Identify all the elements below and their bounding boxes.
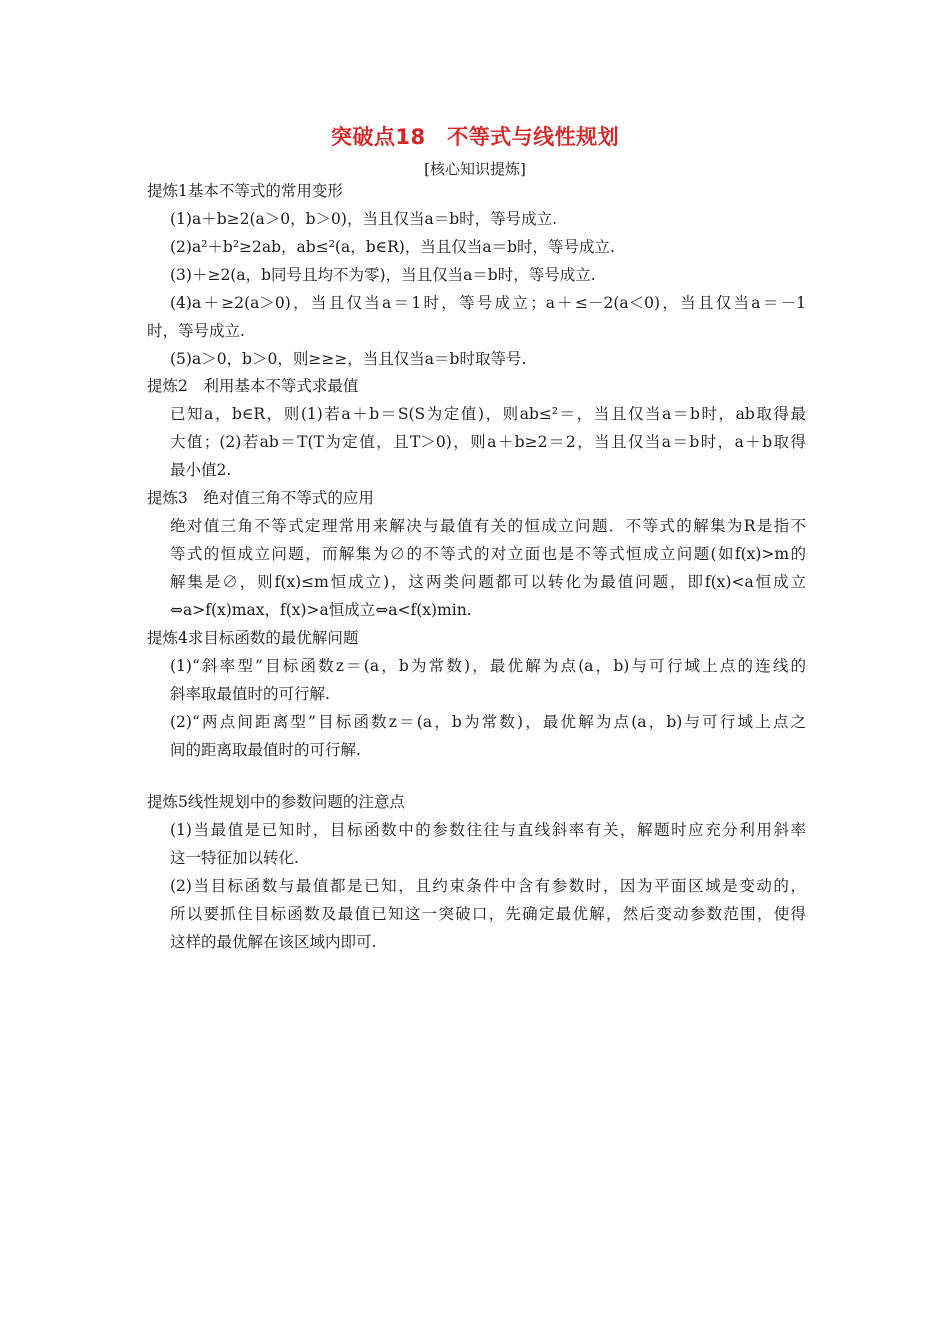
text-line: 绝对值三角不等式定理常用来解决与最值有关的恒成立问题．不等式的解集为R是指不 [170, 517, 806, 535]
text-line: 间的距离取最值时的可行解. [170, 741, 361, 759]
text-line: 解集是∅，则f(x)≤m恒成立)，这两类问题都可以转化为最值问题，即f(x)<a恒成立 [170, 573, 806, 591]
page-title: 突破点18 不等式与线性规划 [330, 125, 620, 149]
text-line: (5)a＞0，b＞0，则≥≥≥，当且仅当a＝b时取等号. [170, 350, 527, 368]
text-line: (3)＋≥2(a，b同号且均不为零)，当且仅当a＝b时，等号成立. [170, 266, 596, 284]
heading-4: 提炼4求目标函数的最优解问题 [147, 629, 359, 647]
text-line: (2)“两点间距离型”目标函数z＝(a，b为常数)，最优解为点(a，b)与可行域上点之 [170, 713, 806, 731]
text-line: 所以要抓住目标函数及最值已知这一突破口，先确定最优解，然后变动参数范围，使得 [170, 905, 806, 923]
text-line: 大值；(2)若ab＝T(T为定值，且T＞0)，则a＋b≥2＝2，当且仅当a＝b时，a＋b取得 [170, 433, 806, 451]
text-line: 斜率取最值时的可行解. [170, 685, 330, 703]
text-line: 这一特征加以转化. [170, 849, 299, 867]
text-line: (1)当最值是已知时，目标函数中的参数往往与直线斜率有关，解题时应充分利用斜率 [170, 821, 806, 839]
heading-3: 提炼3 绝对值三角不等式的应用 [147, 489, 374, 507]
text-line: (4)a＋≥2(a＞0)，当且仅当a＝1时，等号成立；a＋≤－2(a＜0)，当且仅当a＝－1 [170, 294, 806, 312]
text-line: 最小值2. [170, 461, 232, 479]
text-line: 时，等号成立. [147, 322, 245, 340]
heading-1: 提炼1基本不等式的常用变形 [147, 182, 343, 200]
heading-2: 提炼2 利用基本不等式求最值 [147, 377, 359, 395]
section-subtitle: [核心知识提炼] [424, 160, 526, 178]
text-line: 这样的最优解在该区域内即可. [170, 933, 377, 951]
text-line: 已知a，b∈R，则(1)若a＋b＝S(S为定值)，则ab≤²＝，当且仅当a＝b时，ab取得最 [170, 405, 806, 423]
text-line: (1)a＋b≥2(a＞0，b＞0)，当且仅当a＝b时，等号成立. [170, 210, 558, 228]
text-line: (1)“斜率型”目标函数z＝(a，b为常数)，最优解为点(a，b)与可行域上点的连线的 [170, 657, 806, 675]
text-line: (2)当目标函数与最值都是已知，且约束条件中含有参数时，因为平面区域是变动的， [170, 877, 806, 895]
heading-5: 提炼5线性规划中的参数问题的注意点 [147, 793, 405, 811]
text-line: (2)a²＋b²≥2ab，ab≤²(a，b∈R)，当且仅当a＝b时，等号成立. [170, 238, 615, 256]
text-line: 等式的恒成立问题，而解集为∅的不等式的对立面也是不等式恒成立问题(如f(x)>m的 [170, 545, 806, 563]
text-line: ⇔a>f(x)max，f(x)>a恒成立⇔a<f(x)min. [170, 601, 472, 619]
